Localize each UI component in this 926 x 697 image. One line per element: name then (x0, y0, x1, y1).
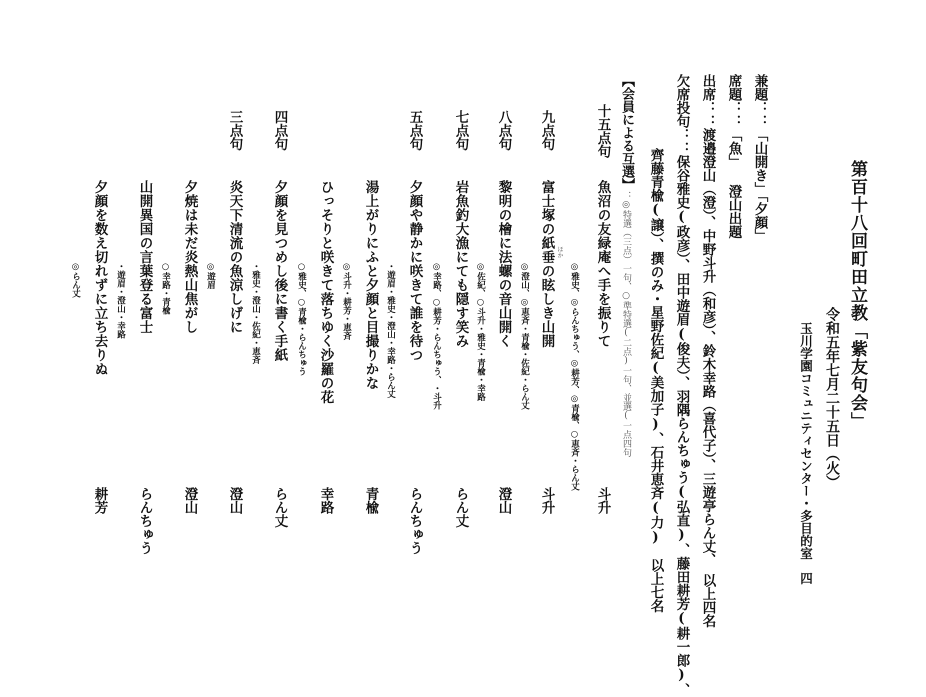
voters-list: ・雅史・澄山・佐紀・恵斉 (250, 262, 261, 364)
haiku-author: 澄山 (495, 487, 512, 514)
attendees-line: 出席：：渡邉澄山（澄）、中野斗升（和彦）、鈴木幸路（喜代子）、三遊亭らん丈、 以上四名 (699, 74, 716, 628)
haiku-author: 斗升 (538, 487, 555, 514)
entry-label: 四点句 (271, 110, 288, 151)
voters-list: ・遊眉・澄山・幸路 (115, 262, 126, 339)
haiku-author: 耕芳 (91, 487, 108, 514)
entry-label: 三点句 (226, 110, 243, 151)
document-title: 第百十八回町田立教「紫友句会」 (847, 160, 867, 430)
voters-list: ・遊眉・雅史・澄山・幸路・らん丈 (385, 262, 396, 398)
haiku-author: 澄山 (226, 487, 243, 514)
haiku-text: 夕顔を見つめし後に書く手紙 (271, 180, 288, 362)
haiku-author: らんちゅう (136, 487, 153, 555)
entry-label: 十五点句 (594, 104, 611, 158)
haiku-text: 夕焼は未だ炎熱山焦がし (181, 180, 198, 334)
haiku-text: 山開異国の言葉登る富士 (136, 180, 153, 334)
meeting-date: 令和五年七月二十五日（火） (824, 307, 840, 489)
voters-list: ◎斗升・耕芳・恵斉 (341, 262, 352, 340)
haiku-text: 魚沼の友緑庵へ手を振りて (594, 180, 611, 348)
haiku-text: 湯上がりにふと夕顔と目撮りかな (362, 180, 379, 390)
voters-list: ○幸路・青楡 (160, 262, 171, 315)
voters-list: ◎遊眉 (205, 262, 216, 289)
haiku-text: 富士塚の紙垂の眩しき山開 (538, 180, 555, 348)
haiku-text: 炎天下清流の魚涼しげに (226, 180, 243, 334)
kendai-line: 兼題：：「山開き」「夕顔」 (751, 74, 768, 243)
haiku-author: 澄山 (181, 487, 198, 514)
furigana: ほか (556, 246, 563, 258)
voters-list: ◎雅史、◎らんちゅう、◎耕芳、◎青楡、○恵斉・らん丈 (569, 262, 580, 491)
haiku-text: 夕顔を数え切れずに立ち去りぬ (91, 180, 108, 376)
entry-label: 九点句 (538, 110, 555, 151)
voters-list: ◎澄山、◎恵斉・青楡・佐紀・らん丈 (519, 262, 530, 410)
haiku-text: 黎明の檜に法螺の音山開く (495, 180, 512, 348)
section-title: 【会員による互選】 (619, 74, 634, 191)
entry-label: 七点句 (452, 110, 469, 151)
sekidai-line: 席題：：「魚」 澄山出題 (725, 74, 742, 239)
haiku-author: らん丈 (271, 487, 288, 528)
absent-line-continued: 齊藤青楡(譲）、撰のみ・星野佐紀(美加子)、石井恵斉(力) 以上七名 (647, 148, 664, 613)
voters-list: ◎佐紀、○斗升・雅史・青楡・幸路 (475, 262, 486, 401)
haiku-author: 青楡 (362, 487, 379, 514)
meeting-venue: 玉川学園コミュニティセンター・多目的室 四 (798, 322, 814, 585)
entry-label: 五点句 (406, 110, 423, 151)
section-heading (620, 74, 633, 457)
haiku-author: 幸路 (317, 487, 334, 514)
haiku-author: らん丈 (452, 487, 469, 528)
absent-line: 欠席投句：：保谷雅史(政彦）、田中遊眉(俊夫）、羽隅らんちゅう(弘直)、藤田耕芳(耕一郎)、 (673, 74, 690, 697)
haiku-text: 岩魚釣大漁にても隠す笑み (452, 180, 469, 348)
voters-list: ○雅史、○青楡・らんちゅう (296, 262, 307, 376)
haiku-text: 夕顔や静かに咲きて誰を待つ (406, 180, 423, 362)
entry-label: 八点句 (495, 110, 512, 151)
section-note: ：◎特選（三点）一句、○準特選(二点)一句、並選(一点四句 (621, 191, 631, 457)
voters-list: ◎らん丈 (70, 262, 81, 298)
haiku-author: らんちゅう (406, 487, 423, 555)
haiku-author: 斗升 (594, 487, 611, 514)
voters-list: ◎幸路、○耕芳・らんちゅう、・斗升 (431, 262, 442, 410)
haiku-text: ひっそりと咲きて落ちゆく沙羅の花 (317, 180, 334, 404)
